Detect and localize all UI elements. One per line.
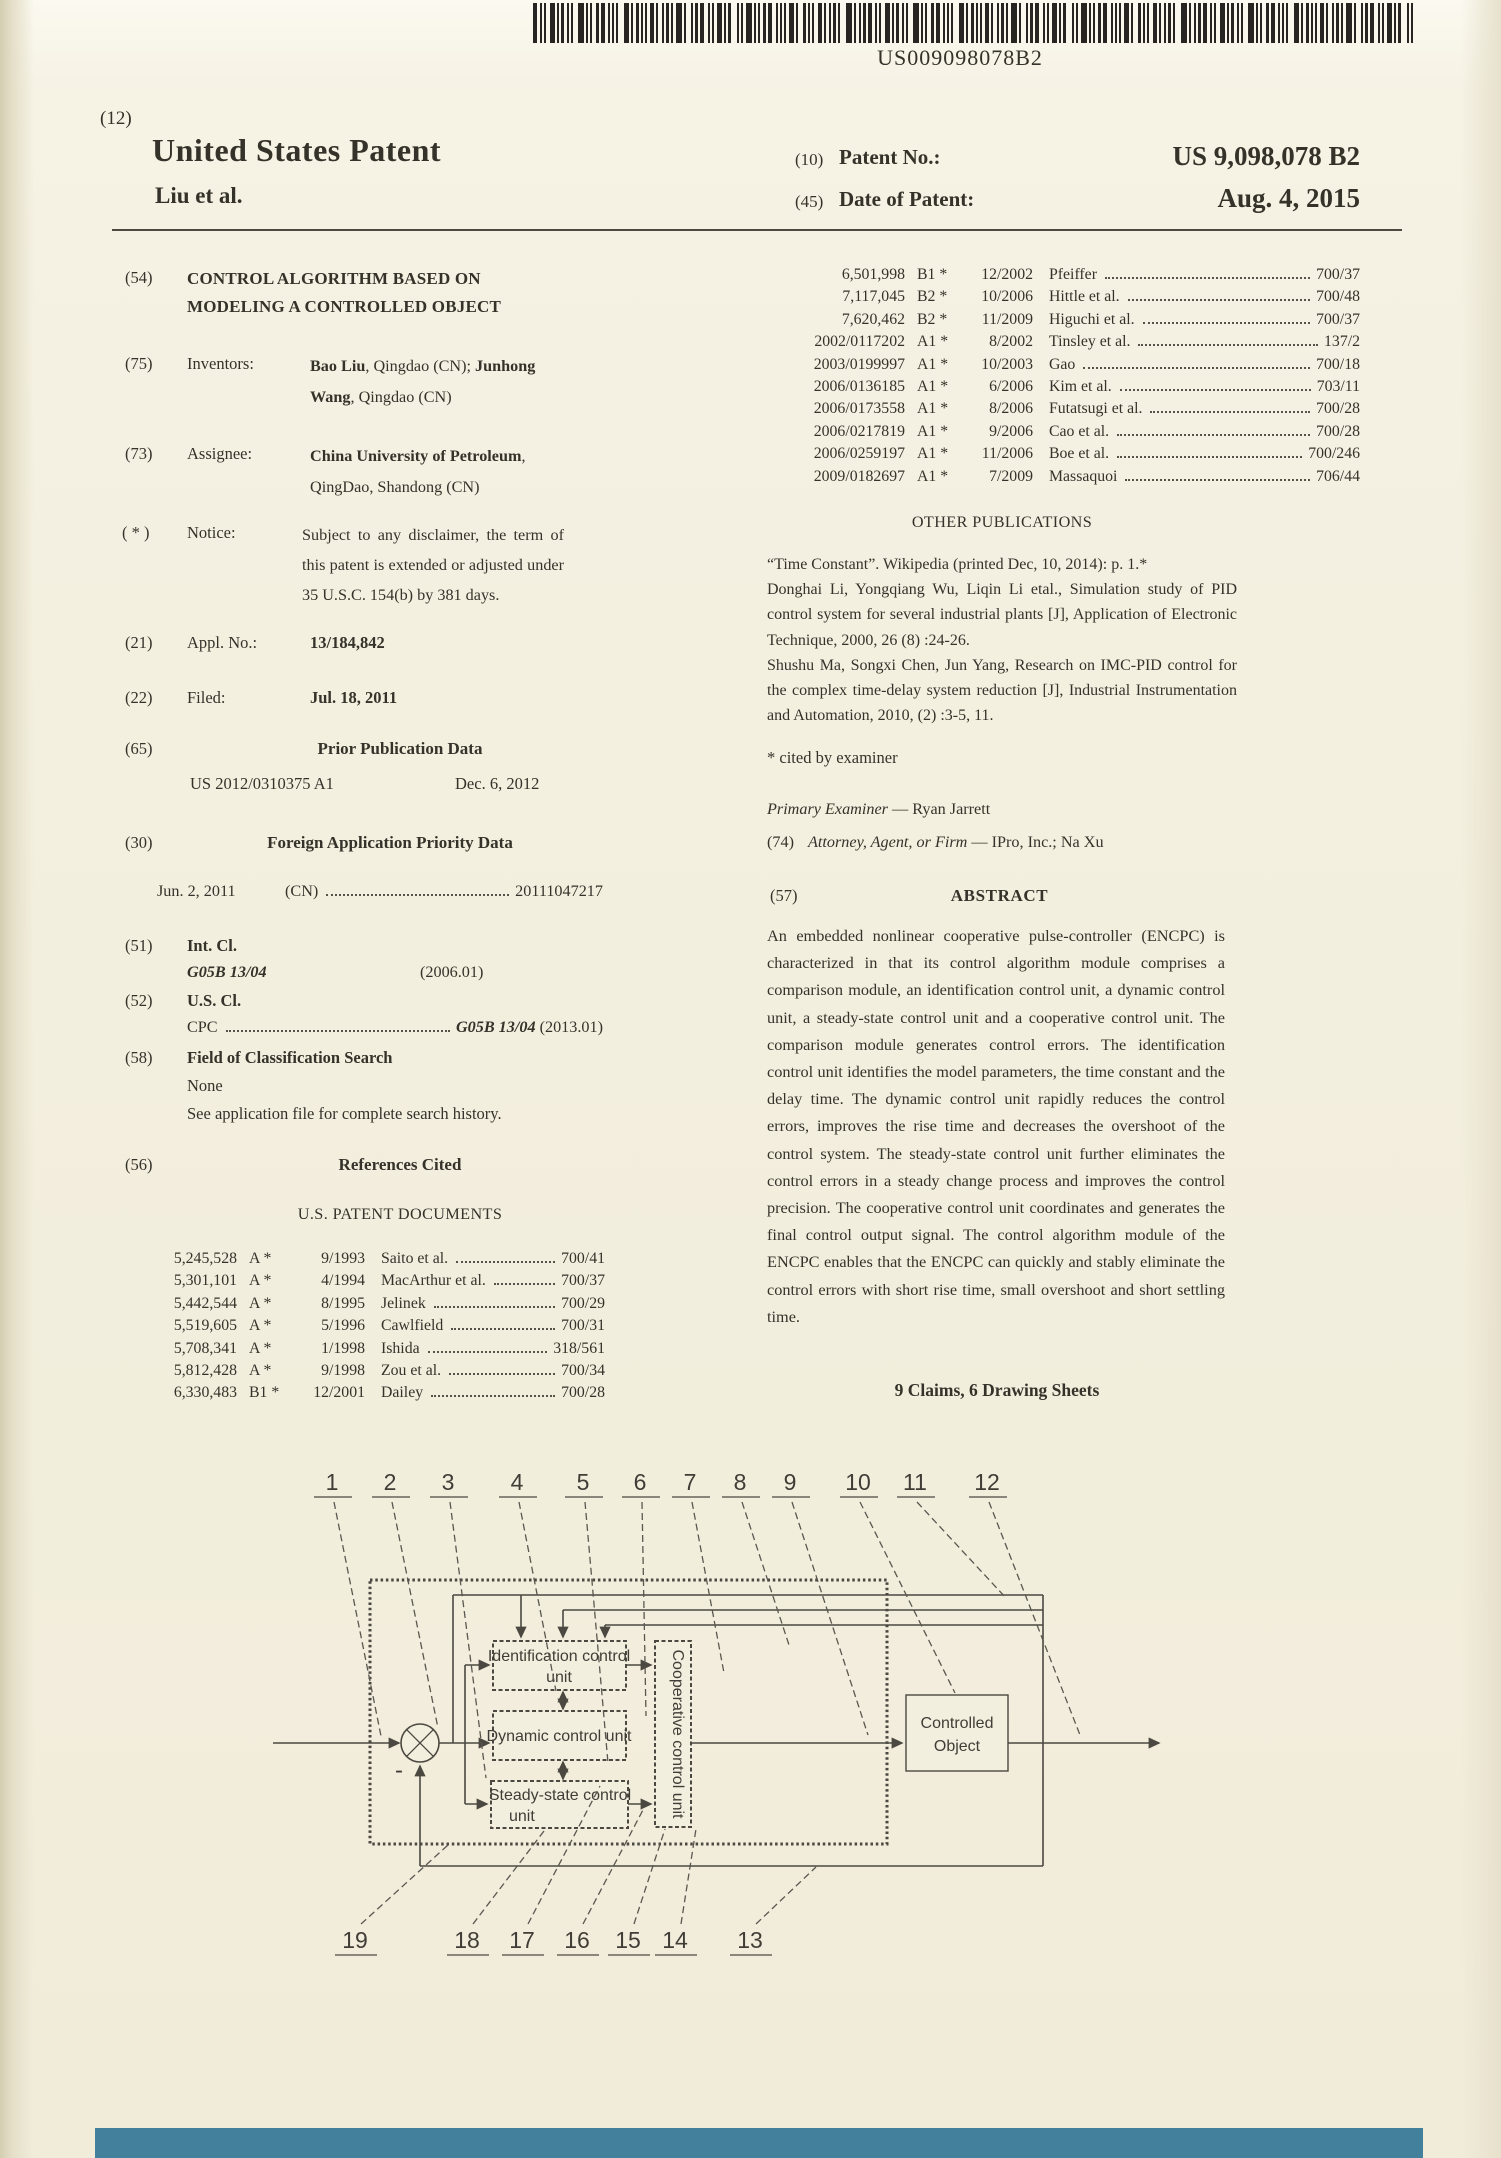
notice-text: Subject to any disclaimer, the term of this patent is extended or adjusted under 35 U.S.C. 154(b) by 381 days. (302, 526, 564, 604)
citation-kind: B2 * (917, 310, 948, 328)
citation-cls: 700/18 (1316, 355, 1360, 373)
citation-cls: 700/37 (561, 1272, 605, 1290)
leader-dots (1143, 322, 1311, 324)
filed-label: Filed: (187, 688, 226, 707)
citation-date: 9/1993 (321, 1250, 365, 1267)
scan-edge-right (1461, 0, 1501, 2158)
citation-name: Dailey (381, 1384, 424, 1402)
citation-name: Pfeiffer (1049, 266, 1097, 283)
citation-row (165, 1250, 605, 1272)
filed-value: Jul. 18, 2011 (310, 688, 398, 707)
controlled-object-label: Object (933, 1738, 981, 1755)
prior-publication-heading: Prior Publication Data (317, 739, 483, 758)
callout-leader (681, 1829, 696, 1924)
figure-callout-number: 11 (903, 1469, 927, 1495)
text-segment: , Qingdao (CN) (350, 388, 452, 406)
field-52-code: (52) (125, 991, 153, 1010)
callout-leader (860, 1502, 955, 1693)
citation-date: 10/2003 (981, 355, 1033, 373)
claims-drawing-sheets-line: 9 Claims, 6 Drawing Sheets (894, 1380, 1100, 1400)
citation-row (775, 288, 1360, 310)
leader-dots (494, 1283, 555, 1285)
inventors-label: Inventors: (187, 354, 254, 373)
publication-item: Shushu Ma, Songxi Chen, Jun Yang, Research on IMC-PID control for the complex time-delay system reduction [J], Industrial Instrumentation and Automation, 2010, (2) :3-5, 11. (767, 656, 1237, 725)
text-segment: , Qingdao (CN); (365, 357, 476, 375)
cpc-label: CPC (187, 1018, 218, 1036)
citation-name: Zou et al. (381, 1361, 442, 1379)
citation-cls: 318/561 (553, 1339, 605, 1357)
citation-date: 7/2009 (989, 467, 1033, 485)
text-segment: — Ryan Jarrett (887, 800, 991, 818)
field-74-code: (74) (767, 833, 794, 851)
notice-label: Notice: (187, 523, 236, 542)
citation-row (775, 333, 1360, 355)
us-citations-right (775, 266, 1360, 490)
citation-date: 12/2001 (313, 1384, 365, 1402)
figure-callout-number: 12 (974, 1469, 1000, 1495)
citation-no: 2002/0117202 (814, 333, 905, 351)
us-citations-left (165, 1250, 605, 1407)
citation-cls: 700/28 (561, 1384, 605, 1402)
citation-cls: 700/48 (1316, 288, 1360, 306)
field-56-code: (56) (125, 1155, 153, 1174)
doc-type-title: United States Patent (152, 132, 442, 168)
citation-name: Boe et al. (1049, 445, 1110, 463)
applicant-name: Liu et al. (155, 183, 243, 208)
citation-date: 8/1995 (321, 1294, 365, 1312)
citation-date: 9/2006 (989, 422, 1033, 440)
assignee-value (310, 441, 580, 503)
identification-unit-label: Identification control (487, 1648, 631, 1665)
citation-kind: A * (249, 1294, 272, 1312)
citation-kind: A1 * (917, 355, 949, 373)
primary-examiner-line (767, 794, 990, 824)
int-cl-code: G05B 13/04 (187, 963, 267, 981)
citation-cls: 700/28 (1316, 400, 1360, 418)
other-publications-list (767, 552, 1237, 728)
field-73-code: (73) (125, 444, 153, 463)
citation-kind: A1 * (917, 445, 949, 463)
citation-no: 5,301,101 (173, 1272, 237, 1290)
citation-kind: B1 * (917, 266, 948, 283)
inventors-value (310, 351, 572, 413)
field-57-code: (57) (770, 886, 798, 905)
figure-callout-number: 9 (783, 1469, 797, 1495)
kind-code-number: (12) (100, 108, 132, 129)
text-segment: China University of Petroleum (310, 447, 522, 465)
figure-svg (168, 1448, 1348, 2014)
citation-name: Kim et al. (1049, 377, 1112, 395)
citation-name: MacArthur et al. (381, 1272, 486, 1290)
citation-row (775, 378, 1360, 400)
leader-dots (1105, 277, 1310, 279)
text-segment: Primary Examiner (767, 800, 888, 818)
assignee-label: Assignee: (187, 444, 253, 463)
leader-dots (1138, 344, 1318, 346)
citation-cls: 700/28 (1316, 422, 1360, 440)
scan-edge-left (0, 0, 34, 2158)
text-segment: Attorney, Agent, or Firm (808, 833, 968, 851)
text-segment: QingDao, Shandong (CN) (310, 478, 480, 496)
citation-kind: A * (249, 1361, 272, 1379)
citation-no: 5,812,428 (173, 1361, 237, 1379)
citation-row (775, 445, 1360, 467)
citation-date: 8/2006 (989, 400, 1033, 418)
figure-callout-number: 8 (733, 1469, 747, 1495)
citation-date: 9/1998 (321, 1361, 365, 1379)
prior-publication-number: US 2012/0310375 A1 (190, 774, 334, 793)
citation-cls: 700/37 (1316, 266, 1360, 283)
citation-kind: B2 * (917, 288, 948, 306)
citation-kind: A1 * (917, 377, 949, 395)
citation-kind: A1 * (917, 467, 949, 485)
figure-callout-number: 5 (576, 1469, 590, 1495)
citation-date: 10/2006 (981, 288, 1033, 306)
citation-kind: A * (249, 1339, 272, 1357)
other-publications-heading: OTHER PUBLICATIONS (911, 513, 1093, 531)
field-22-code: (22) (125, 688, 153, 707)
patent-no-field-code: (10) (795, 150, 824, 169)
dynamic-unit-label: Dynamic control unit (486, 1728, 632, 1745)
citation-no: 5,245,528 (173, 1250, 237, 1267)
attorney-line (767, 827, 1104, 857)
citation-date: 11/2006 (981, 445, 1033, 463)
publication-item: “Time Constant”. Wikipedia (printed Dec, 10, 2014): p. 1.* (767, 556, 1148, 573)
leader-dots (1150, 411, 1310, 413)
citation-row (165, 1340, 605, 1362)
citation-cls: 700/41 (561, 1250, 605, 1267)
citation-cls: 700/29 (561, 1294, 605, 1312)
leader-dots (456, 1261, 555, 1263)
leader-dots (428, 1351, 548, 1353)
foreign-priority-number: 20111047217 (515, 882, 603, 900)
citation-no: 6,330,483 (173, 1384, 237, 1402)
callout-leader (392, 1502, 438, 1728)
citation-name: Tinsley et al. (1049, 333, 1131, 351)
citation-date: 8/2002 (989, 333, 1033, 351)
citation-cls: 700/246 (1308, 445, 1360, 463)
date-field-code: (45) (795, 192, 824, 211)
references-cited-heading: References Cited (338, 1155, 462, 1174)
citation-no: 7,620,462 (841, 310, 905, 328)
field-of-search-note: See application file for complete search history. (187, 1104, 502, 1123)
cpc-code: G05B 13/04 (455, 1018, 536, 1036)
figure-callout-number: 10 (845, 1469, 871, 1495)
citation-no: 2006/0173558 (813, 400, 905, 418)
citation-row (165, 1384, 605, 1406)
field-58-code: (58) (125, 1048, 153, 1067)
publication-item: Donghai Li, Yongqiang Wu, Liqin Li etal., Simulation study of PID control system for several industrial plants [J], Application of Electronic Technique, 2000, 26 (8) :24-26. (767, 581, 1237, 649)
foreign-priority-date: Jun. 2, 2011 (157, 882, 236, 900)
scan-artifact-bar (95, 2128, 1423, 2158)
field-of-search-heading: Field of Classification Search (187, 1048, 393, 1067)
field-30-code: (30) (125, 833, 153, 852)
citation-cls: 703/11 (1316, 377, 1360, 395)
text-segment: Junhong Wang (310, 357, 536, 406)
abstract-heading: ABSTRACT (950, 886, 1049, 905)
foreign-priority-row (157, 882, 603, 901)
citation-row (775, 423, 1360, 445)
figure-callout-number: 17 (509, 1927, 535, 1953)
citation-name: Jelinek (381, 1294, 426, 1312)
figure-callout-number: 14 (662, 1927, 688, 1953)
us-patent-documents-heading: U.S. PATENT DOCUMENTS (297, 1205, 503, 1223)
callout-leader (692, 1502, 724, 1673)
citation-kind: A * (249, 1317, 272, 1335)
callout-leader (742, 1502, 790, 1648)
leader-dots (226, 1030, 450, 1032)
citation-row (165, 1295, 605, 1317)
patent-no-value: US 9,098,078 B2 (1172, 141, 1360, 171)
callout-leader (334, 1502, 381, 1736)
citation-name: Massaquoi (1049, 467, 1118, 485)
citation-name: Futatsugi et al. (1049, 400, 1143, 418)
citation-kind: A * (249, 1272, 272, 1290)
citation-date: 11/2009 (981, 310, 1033, 328)
barcode-icon (533, 3, 1421, 43)
citation-kind: A1 * (917, 400, 949, 418)
text-segment: Bao Liu (310, 357, 366, 375)
citation-row (775, 356, 1360, 378)
citation-date: 6/2006 (989, 377, 1033, 395)
citation-no: 7,117,045 (842, 288, 905, 306)
cpc-row (187, 1018, 603, 1037)
citation-no: 2006/0136185 (813, 377, 905, 395)
header-divider (112, 229, 1402, 231)
leader-dots (449, 1373, 555, 1375)
cited-by-examiner-note: * cited by examiner (767, 748, 898, 767)
citation-kind: B1 * (249, 1384, 280, 1402)
steady-state-unit-label: unit (509, 1808, 535, 1825)
citation-no: 5,442,544 (173, 1294, 237, 1312)
invention-title: CONTROL ALGORITHM BASED ON MODELING A CONTROLLED OBJECT (187, 269, 502, 316)
citation-no: 2003/0199997 (813, 355, 905, 373)
citation-row (165, 1362, 605, 1384)
figure-callout-number: 7 (683, 1469, 697, 1495)
figure-callout-number: 3 (441, 1469, 455, 1495)
int-cl-row (187, 963, 483, 982)
citation-row (165, 1317, 605, 1339)
citation-no: 5,519,605 (173, 1317, 237, 1335)
citation-date: 5/1996 (321, 1317, 365, 1335)
citation-kind: A * (249, 1250, 272, 1267)
cpc-version: (2013.01) (535, 1018, 603, 1036)
citation-row (165, 1272, 605, 1294)
foreign-priority-country: (CN) (285, 882, 319, 900)
leader-dots (434, 1306, 555, 1308)
citation-cls: 700/31 (561, 1317, 605, 1335)
field-65-code: (65) (125, 739, 153, 758)
text-segment: , (521, 447, 526, 465)
citation-cls: 700/37 (1316, 310, 1360, 328)
citation-row (775, 468, 1360, 490)
leader-dots (451, 1328, 555, 1330)
figure-callout-number: 1 (325, 1469, 339, 1495)
citation-row (775, 400, 1360, 422)
citation-cls: 706/44 (1316, 467, 1360, 485)
citation-date: 12/2002 (981, 266, 1033, 283)
appl-no-value: 13/184,842 (310, 633, 385, 652)
citation-no: 5,708,341 (173, 1339, 237, 1357)
figure-block-diagram (168, 1448, 1348, 2014)
appl-no-label: Appl. No.: (187, 633, 258, 652)
citation-name: Saito et al. (381, 1250, 449, 1267)
foreign-priority-heading: Foreign Application Priority Data (267, 833, 513, 852)
controlled-object-label: Controlled (920, 1715, 994, 1732)
field-75-code: (75) (125, 354, 153, 373)
callout-leader (792, 1502, 868, 1735)
citation-name: Cawlfield (381, 1317, 444, 1335)
callout-leader (642, 1502, 646, 1716)
citation-no: 2006/0259197 (813, 445, 905, 463)
us-cl-heading: U.S. Cl. (187, 991, 242, 1010)
figure-callout-number: 19 (342, 1927, 368, 1953)
cooperative-unit-label: Cooperative control unit (669, 1649, 686, 1819)
int-cl-heading: Int. Cl. (187, 936, 237, 955)
leader-dots (1117, 434, 1310, 436)
figure-callout-number: 18 (454, 1927, 480, 1953)
citation-no: 2009/0182697 (813, 467, 905, 485)
figure-callout-number: 4 (510, 1469, 524, 1495)
citation-no: 6,501,998 (841, 266, 905, 283)
citation-name: Hittle et al. (1049, 288, 1120, 306)
notice-asterisk: ( * ) (122, 523, 150, 542)
citation-name: Higuchi et al. (1049, 310, 1135, 328)
citation-cls: 137/2 (1324, 333, 1360, 351)
figure-callout-number: 13 (737, 1927, 763, 1953)
field-of-search-none: None (187, 1076, 223, 1095)
field-51-code: (51) (125, 936, 153, 955)
citation-name: Gao (1049, 355, 1076, 373)
figure-callout-number: 6 (633, 1469, 647, 1495)
field-21-code: (21) (125, 633, 153, 652)
text-segment: — IPro, Inc.; Na Xu (967, 833, 1104, 851)
citation-name: Cao et al. (1049, 422, 1110, 440)
citation-kind: A1 * (917, 422, 949, 440)
figure-callout-number: 2 (383, 1469, 397, 1495)
leader-dots (1117, 456, 1302, 458)
steady-state-unit-label: Steady-state control (488, 1787, 632, 1804)
patent-no-label: Patent No.: (839, 145, 941, 169)
citation-cls: 700/34 (561, 1361, 605, 1379)
leader-dots (1083, 367, 1310, 369)
date-of-patent-label: Date of Patent: (839, 187, 975, 211)
field-54-code: (54) (125, 268, 153, 287)
figure-callout-number: 15 (615, 1927, 641, 1953)
abstract-text: An embedded nonlinear cooperative pulse-controller (ENCPC) is characterized in that its control algorithm module comprises a comparison module, an identification control unit, a dynamic control unit, a steady-state control unit and a cooperative control unit. The comparison module generates control errors. The identification control unit identifies the model parameters, the time constant and the delay time. The dynamic control unit rapidly reduces the control errors, improves the rise time and decreases the overshoot of the control system. The steady-state control unit further eliminates the control errors in a steady change process and improves the control precision. The cooperative control unit coordinates and generates the final control output signal. The control algorithm module of the ENCPC enables that the ENCPC can quickly and stably eliminate the control errors with short rise time, small overshoot and short settling time. (767, 926, 1225, 1326)
callout-leader (361, 1845, 448, 1924)
leader-dots (1125, 479, 1310, 481)
citation-no: 2006/0217819 (813, 422, 905, 440)
citation-row (775, 311, 1360, 333)
citation-date: 1/1998 (321, 1339, 365, 1357)
date-of-patent-value: Aug. 4, 2015 (1217, 183, 1360, 213)
citation-kind: A1 * (917, 333, 949, 351)
leader-dots (326, 894, 509, 896)
int-cl-version: (2006.01) (420, 963, 484, 981)
leader-dots (1128, 299, 1310, 301)
leader-dots (1120, 389, 1311, 391)
citation-row (775, 266, 1360, 288)
identification-unit-label: unit (546, 1669, 572, 1686)
prior-publication-date: Dec. 6, 2012 (455, 774, 540, 793)
callout-leader (917, 1502, 1006, 1598)
attorney-value (808, 833, 1104, 851)
controlled-object-box (906, 1695, 1008, 1771)
callout-leader (450, 1502, 486, 1778)
citation-date: 4/1994 (321, 1272, 365, 1290)
citation-name: Ishida (381, 1339, 420, 1357)
sum-minus-sign: - (395, 1757, 403, 1784)
barcode-text: US009098078B2 (877, 45, 1043, 70)
figure-callout-number: 16 (564, 1927, 590, 1953)
callout-leader (756, 1867, 816, 1924)
leader-dots (431, 1395, 555, 1397)
